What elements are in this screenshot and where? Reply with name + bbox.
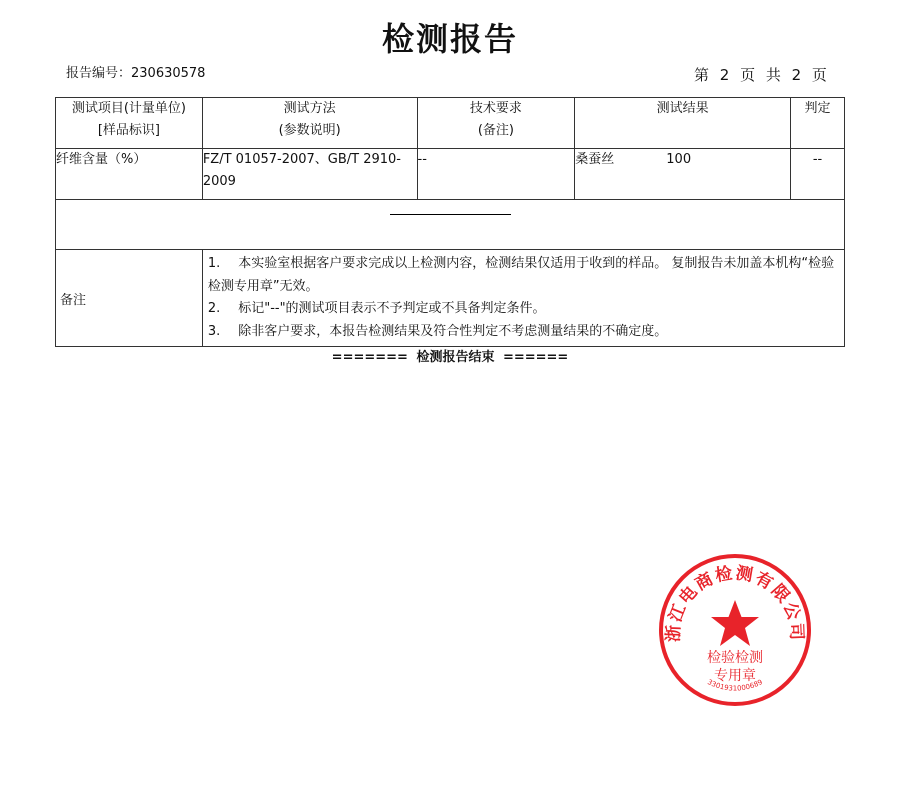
note-item: 3. 除非客户要求，本报告检测结果及符合性判定不考虑测量结果的不确定度。 bbox=[207, 323, 668, 339]
cell-test-result bbox=[575, 149, 791, 200]
notes-row bbox=[56, 250, 845, 347]
result-value: 100 bbox=[666, 152, 692, 167]
report-number bbox=[66, 62, 205, 81]
report-number-label: 报告编号： bbox=[66, 66, 132, 81]
seal-inner-line2: 专用章 bbox=[714, 668, 756, 684]
cell-judgement: -- bbox=[791, 149, 845, 200]
table-row bbox=[56, 149, 845, 200]
header-test-result: 测试结果 bbox=[575, 98, 791, 149]
cell-test-item: 纤维含量（%） bbox=[56, 149, 203, 200]
table-header-row bbox=[56, 98, 845, 149]
seal-code: 3301931000689 bbox=[706, 678, 764, 693]
result-name: 桑蚕丝 bbox=[575, 152, 615, 167]
header-test-item: 测试项目(计量单位) [样品标识] bbox=[56, 98, 203, 149]
cell-requirement: -- bbox=[417, 149, 575, 200]
header-test-method: 测试方法 (参数说明) bbox=[202, 98, 417, 149]
seal-company-name: 浙江电商检测有限公司 bbox=[663, 563, 807, 643]
results-table bbox=[55, 97, 845, 347]
report-title: 检测报告 bbox=[381, 20, 518, 58]
spacer-cell bbox=[56, 200, 845, 250]
header-requirement: 技术要求 (备注) bbox=[417, 98, 575, 149]
official-seal-stamp bbox=[655, 550, 815, 710]
report-end-marker: ======= 检测报告结束 ====== bbox=[331, 350, 569, 365]
header-judgement: 判定 bbox=[791, 98, 845, 149]
report-number-value: 230630578 bbox=[131, 66, 206, 81]
seal-inner-line1: 检验检测 bbox=[707, 650, 763, 666]
table-spacer-row bbox=[56, 200, 845, 250]
cell-test-method: FZ/T 01057-2007、GB/T 2910-2009 bbox=[202, 149, 417, 200]
seal-star-icon bbox=[711, 600, 759, 646]
separator-line bbox=[390, 214, 511, 215]
notes-content bbox=[202, 250, 844, 347]
page-info: 第 2 页 共 2 页 bbox=[694, 66, 827, 84]
note-item: 1. 本实验室根据客户要求完成以上检测内容，检测结果仅适用于收到的样品。 复制报告未加盖本机构“检验检测专用章”无效。 bbox=[207, 256, 835, 294]
notes-label: 备注 bbox=[56, 250, 203, 347]
note-item: 2. 标记"--"的测试项目表示不予判定或不具备判定条件。 bbox=[207, 301, 546, 316]
